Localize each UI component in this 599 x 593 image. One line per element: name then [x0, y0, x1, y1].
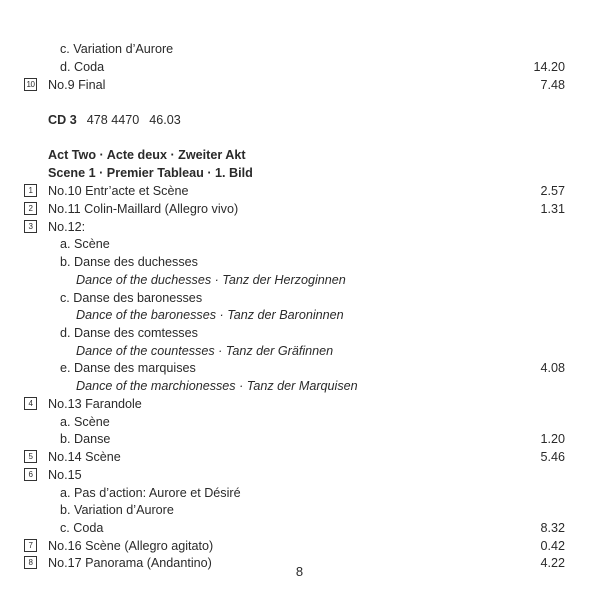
list-item — [0, 342, 599, 360]
list-item — [0, 289, 599, 307]
duration: 4.22 — [540, 556, 565, 570]
track-row — [0, 200, 599, 218]
translation: Dance of the duchesses · Tanz der Herzoginnen — [76, 273, 346, 287]
duration: 2.57 — [540, 184, 565, 198]
track-title: No.13 Farandole — [48, 397, 142, 411]
movement-title: c. Danse des baronesses — [60, 291, 203, 305]
track-number-box: 3 — [24, 220, 37, 233]
track-title: No.16 Scène (Allegro agitato) — [48, 539, 214, 553]
scene-heading: Scene 1 · Premier Tableau · 1. Bild — [48, 166, 253, 180]
movement-title: d. Coda — [60, 60, 105, 74]
track-row — [0, 466, 599, 484]
movement-title: c. Variation d’Aurore — [60, 42, 174, 56]
list-item — [0, 377, 599, 395]
movement-title: e. Danse des marquises — [60, 361, 196, 375]
duration: 5.46 — [540, 450, 565, 464]
movement-title: a. Scène — [60, 415, 110, 429]
track-row — [0, 537, 599, 555]
list-item — [0, 253, 599, 271]
track-number-box: 7 — [24, 539, 37, 552]
act-heading-row — [0, 146, 599, 164]
track-number-box: 8 — [24, 556, 37, 569]
track-title: No.11 Colin-Maillard (Allegro vivo) — [48, 202, 239, 216]
scene-heading-row — [0, 164, 599, 182]
track-title: No.17 Panorama (Andantino) — [48, 556, 212, 570]
track-row — [0, 76, 599, 94]
list-item — [0, 306, 599, 324]
cd-header — [0, 111, 599, 129]
track-row — [0, 395, 599, 413]
act-heading: Act Two · Acte deux · Zweiter Akt — [48, 148, 246, 162]
movement-title: a. Pas d’action: Aurore et Désiré — [60, 486, 241, 500]
list-item — [0, 40, 599, 58]
movement-title: d. Danse des comtesses — [60, 326, 198, 340]
list-item — [0, 501, 599, 519]
page-number: 8 — [295, 564, 304, 579]
translation: Dance of the marchionesses · Tanz der Marquisen — [76, 379, 358, 393]
track-number-box: 6 — [24, 468, 37, 481]
list-item — [0, 519, 599, 537]
track-title: No.12: — [48, 220, 86, 234]
duration: 8.32 — [540, 521, 565, 535]
translation: Dance of the baronesses · Tanz der Baroninnen — [76, 308, 344, 322]
duration: 1.31 — [540, 202, 565, 216]
movement-title: b. Danse des duchesses — [60, 255, 198, 269]
list-item — [0, 271, 599, 289]
track-title: No.14 Scène — [48, 450, 121, 464]
duration: 14.20 — [533, 60, 565, 74]
track-title: No.10 Entr’acte et Scène — [48, 184, 189, 198]
movement-title: c. Coda — [60, 521, 104, 535]
total-duration: 46.03 — [149, 113, 181, 127]
track-row — [0, 448, 599, 466]
list-item — [0, 324, 599, 342]
duration: 1.20 — [540, 432, 565, 446]
track-title: No.9 Final — [48, 78, 106, 92]
list-item — [0, 413, 599, 431]
movement-title: b. Variation d’Aurore — [60, 503, 174, 517]
duration: 7.48 — [540, 78, 565, 92]
duration: 4.08 — [540, 361, 565, 375]
list-item — [0, 484, 599, 502]
duration: 0.42 — [540, 539, 565, 553]
list-item — [0, 58, 599, 76]
catalog-number: 478 4470 — [86, 113, 140, 127]
list-item — [0, 235, 599, 253]
track-number-box: 5 — [24, 450, 37, 463]
cd-label: CD 3 — [48, 113, 77, 127]
list-item — [0, 430, 599, 448]
track-number-box: 10 — [24, 78, 37, 91]
track-row — [0, 182, 599, 200]
track-number-box: 4 — [24, 397, 37, 410]
movement-title: a. Scène — [60, 237, 110, 251]
movement-title: b. Danse — [60, 432, 111, 446]
track-row — [0, 218, 599, 236]
track-number-box: 2 — [24, 202, 37, 215]
track-title: No.15 — [48, 468, 82, 482]
translation: Dance of the countesses · Tanz der Gräfinnen — [76, 344, 334, 358]
list-item — [0, 359, 599, 377]
track-number-box: 1 — [24, 184, 37, 197]
